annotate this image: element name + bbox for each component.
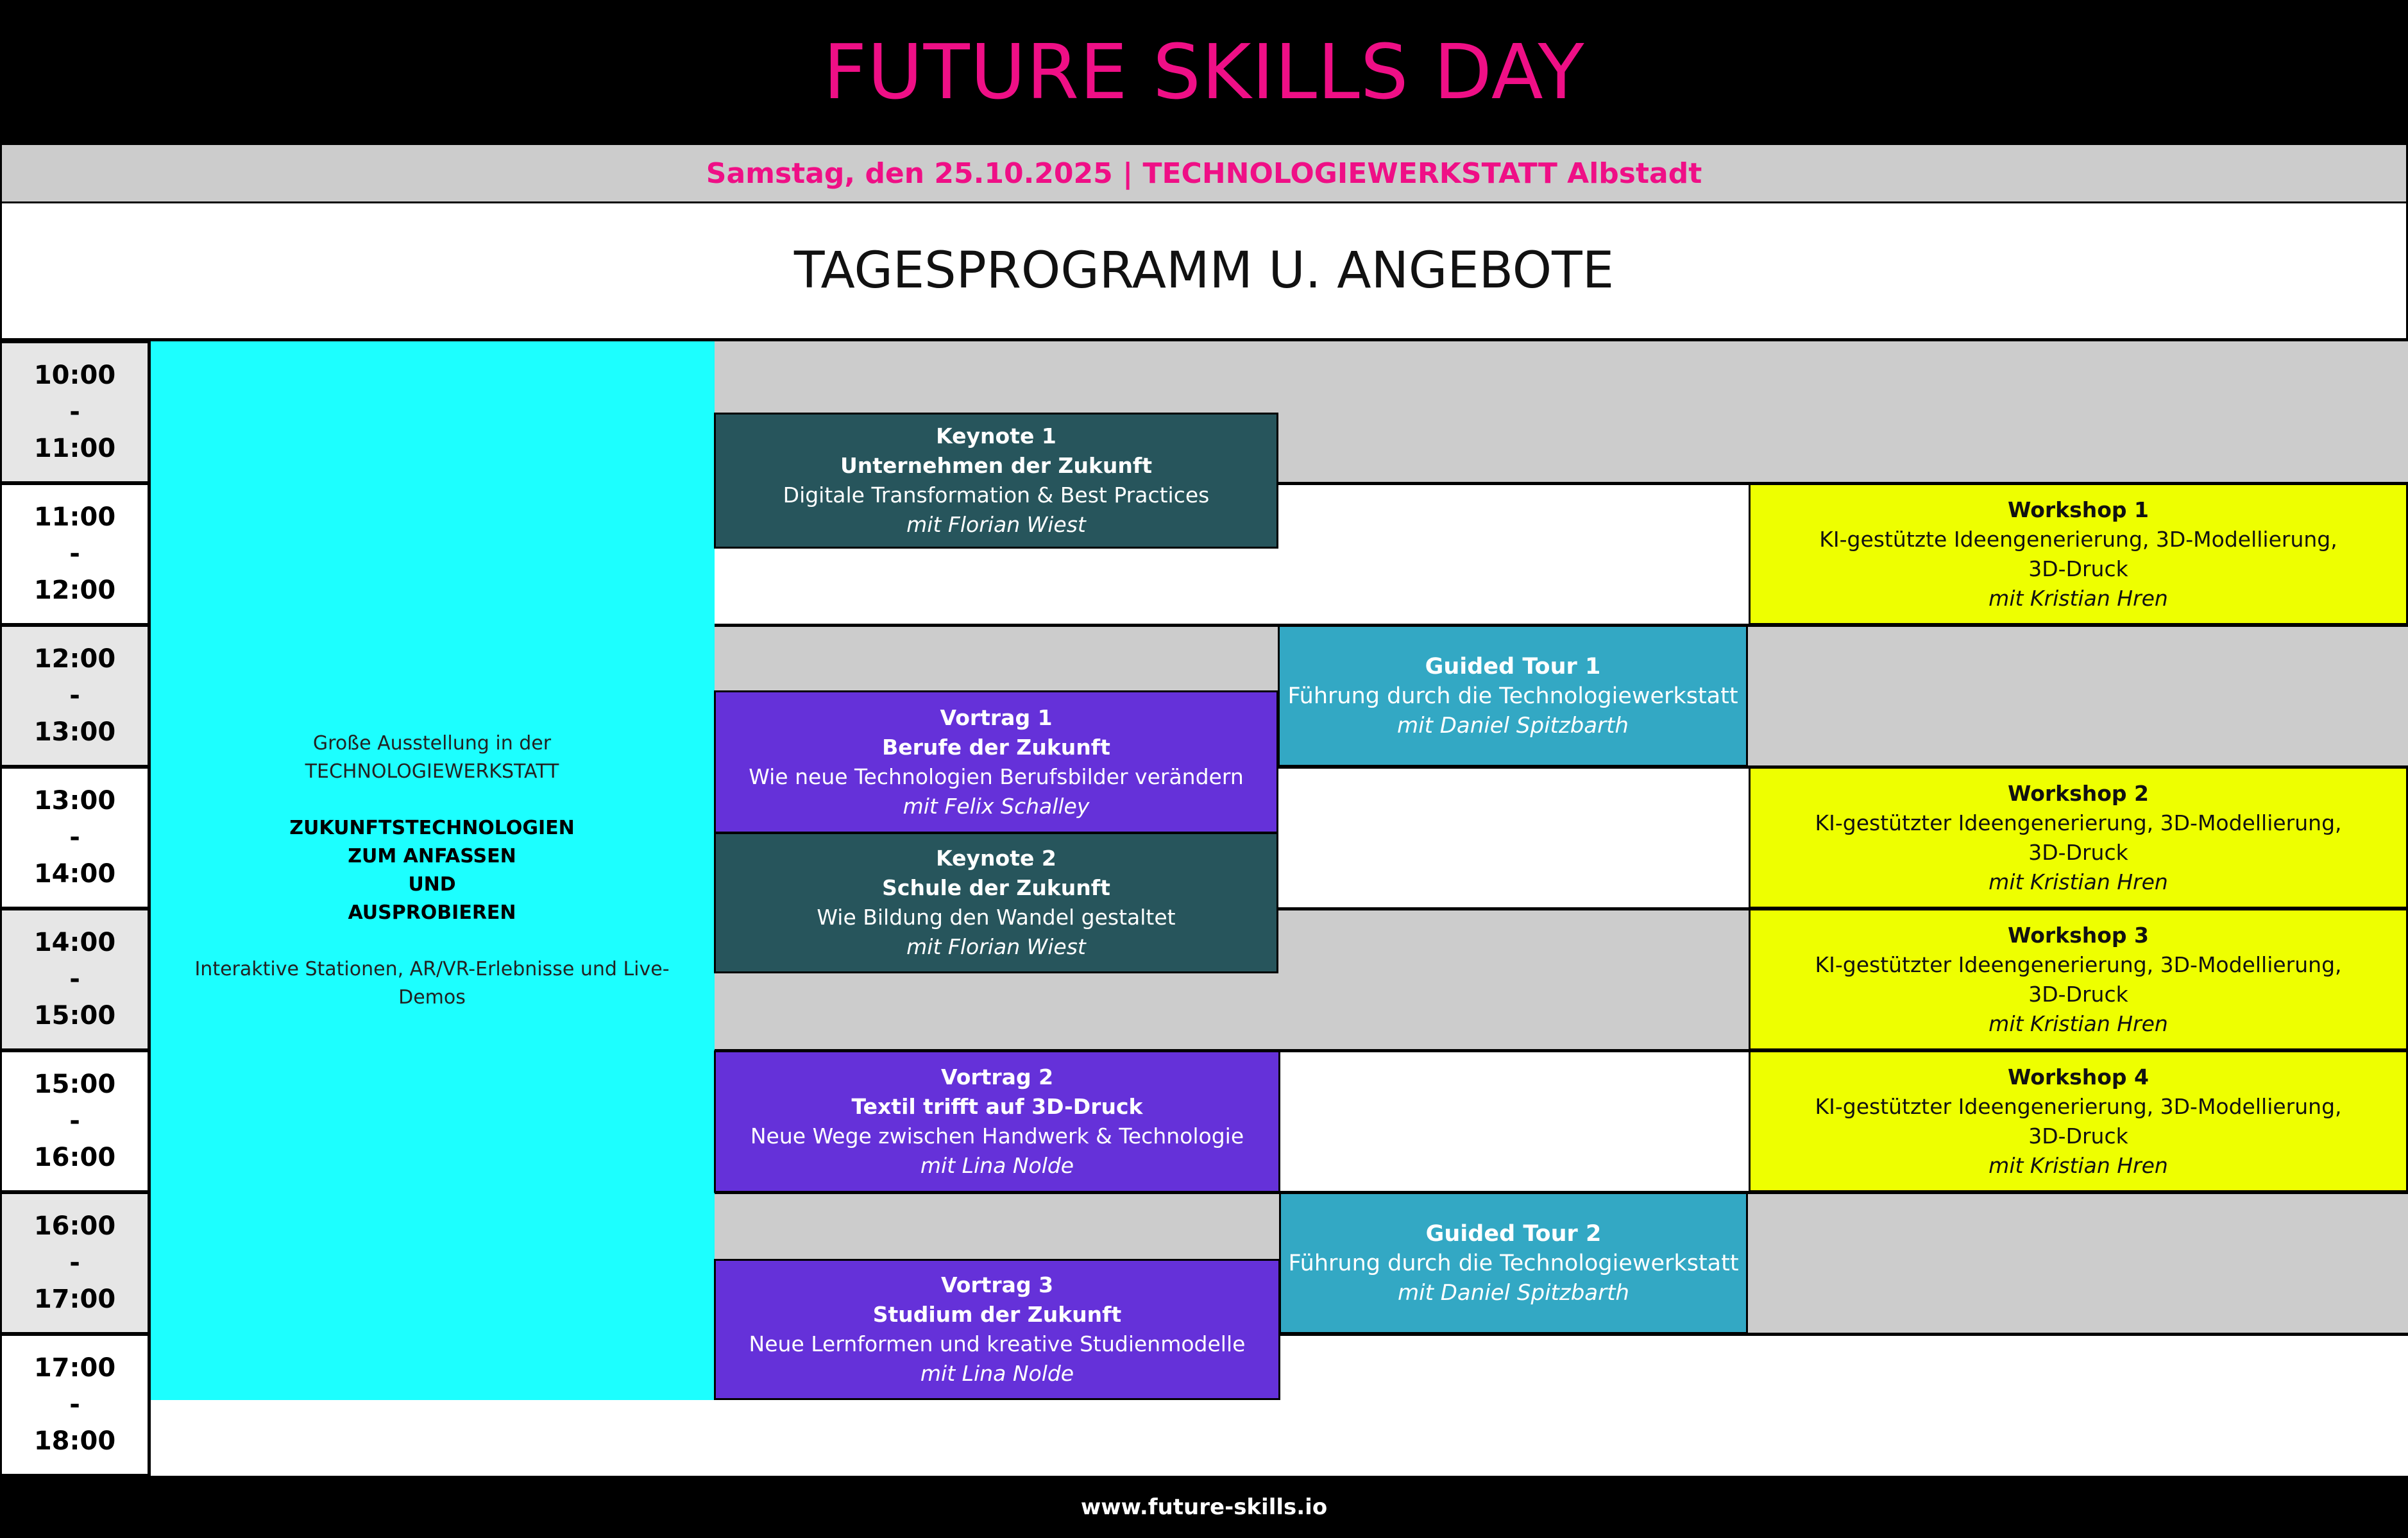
time-from: 15:00 bbox=[33, 1070, 116, 1099]
time-separator: - bbox=[69, 964, 80, 994]
time-separator: - bbox=[69, 1390, 80, 1419]
event-guided-tour-2[interactable] bbox=[1279, 1192, 1748, 1334]
time-separator: - bbox=[69, 397, 80, 427]
event-keynote-1[interactable] bbox=[714, 413, 1278, 549]
time-separator: - bbox=[69, 1248, 80, 1277]
time-to: 16:00 bbox=[33, 1143, 116, 1172]
event-title: Keynote 1 bbox=[936, 423, 1056, 449]
time-to: 12:00 bbox=[33, 576, 116, 605]
time-slot bbox=[0, 767, 149, 909]
event-speaker: mit Kristian Hren bbox=[1988, 869, 2168, 894]
event-speaker: mit Kristian Hren bbox=[1988, 1011, 2168, 1036]
event-title: Vortrag 1 bbox=[940, 705, 1053, 730]
event-workshop-1[interactable] bbox=[1749, 483, 2408, 625]
event-subtitle: Textil trifft auf 3D-Druck bbox=[851, 1094, 1143, 1119]
event-speaker: mit Florian Wiest bbox=[906, 512, 1086, 537]
event-vortrag-3[interactable] bbox=[714, 1259, 1280, 1400]
time-from: 16:00 bbox=[33, 1211, 116, 1241]
event-description: KI-gestützter Ideengenerierung, 3D-Modellierung, bbox=[1815, 810, 2342, 835]
event-subtitle: Unternehmen der Zukunft bbox=[840, 453, 1153, 478]
time-separator: - bbox=[69, 539, 80, 568]
event-speaker: mit Kristian Hren bbox=[1988, 585, 2168, 611]
date-location-text: Samstag, den 25.10.2025 | TECHNOLOGIEWERKSTATT Albstadt bbox=[706, 157, 1702, 190]
event-title: Workshop 2 bbox=[2008, 780, 2149, 806]
event-speaker: mit Kristian Hren bbox=[1988, 1152, 2168, 1178]
column-divider bbox=[148, 341, 151, 1476]
footer-link[interactable]: www.future-skills.io bbox=[1080, 1494, 1328, 1520]
event-title: Keynote 2 bbox=[936, 846, 1056, 871]
time-from: 14:00 bbox=[33, 928, 116, 957]
event-description: Wie Bildung den Wandel gestaltet bbox=[817, 905, 1176, 930]
time-slot bbox=[0, 625, 149, 767]
event-title: Guided Tour 2 bbox=[1425, 1220, 1602, 1247]
time-slot bbox=[0, 1192, 149, 1334]
event-speaker: mit Lina Nolde bbox=[920, 1153, 1074, 1178]
time-slot bbox=[0, 483, 149, 625]
footer-bar bbox=[0, 1476, 2408, 1538]
time-to: 14:00 bbox=[33, 859, 116, 889]
time-separator: - bbox=[69, 1106, 80, 1136]
event-description: 3D-Druck bbox=[2028, 981, 2128, 1007]
exhibition-description: Interaktive Stationen, AR/VR-Erlebnisse und Live-Demos bbox=[194, 958, 670, 1009]
time-to: 15:00 bbox=[33, 1001, 116, 1030]
event-subtitle: Schule der Zukunft bbox=[882, 875, 1110, 900]
event-speaker: mit Lina Nolde bbox=[920, 1361, 1074, 1386]
exhibition-headline-line: UND bbox=[408, 873, 456, 896]
event-description: KI-gestützter Ideengenerierung, 3D-Modellierung, bbox=[1815, 952, 2342, 977]
time-from: 11:00 bbox=[33, 502, 116, 532]
event-title: Workshop 4 bbox=[2008, 1064, 2149, 1089]
event-subtitle: Studium der Zukunft bbox=[872, 1302, 1122, 1327]
event-description: Wie neue Technologien Berufsbilder verändern bbox=[749, 764, 1244, 789]
event-workshop-4[interactable] bbox=[1749, 1050, 2408, 1192]
time-to: 13:00 bbox=[33, 717, 116, 747]
event-title: Workshop 1 bbox=[2008, 497, 2149, 522]
event-description: KI-gestützte Ideengenerierung, 3D-Modellierung, bbox=[1819, 526, 2337, 552]
time-from: 10:00 bbox=[33, 361, 116, 390]
event-vortrag-1[interactable] bbox=[714, 690, 1278, 833]
event-guided-tour-1[interactable] bbox=[1278, 625, 1748, 767]
event-workshop-3[interactable] bbox=[1749, 909, 2408, 1050]
event-description: Neue Lernformen und kreative Studienmodelle bbox=[749, 1331, 1246, 1356]
event-speaker: mit Daniel Spitzbarth bbox=[1398, 1279, 1629, 1306]
time-slot bbox=[0, 341, 149, 483]
page-title: FUTURE SKILLS DAY bbox=[823, 27, 1585, 116]
program-heading-bar bbox=[0, 203, 2408, 341]
time-to: 11:00 bbox=[33, 434, 116, 463]
time-slot bbox=[0, 909, 149, 1050]
event-speaker: mit Felix Schalley bbox=[903, 793, 1090, 819]
event-subtitle: Berufe der Zukunft bbox=[882, 734, 1110, 760]
event-description: Führung durch die Technologiewerkstatt bbox=[1287, 683, 1738, 709]
exhibition-headline-line: ZUKUNFTSTECHNOLOGIEN bbox=[289, 817, 575, 839]
event-title: Vortrag 3 bbox=[940, 1272, 1054, 1297]
event-workshop-2[interactable] bbox=[1749, 767, 2408, 909]
event-keynote-2[interactable] bbox=[714, 832, 1278, 973]
event-vortrag-2[interactable] bbox=[714, 1050, 1280, 1193]
program-heading: TAGESPROGRAMM U. ANGEBOTE bbox=[793, 242, 1615, 300]
time-to: 18:00 bbox=[33, 1426, 116, 1456]
time-slot bbox=[0, 1050, 149, 1192]
time-from: 12:00 bbox=[33, 644, 116, 674]
header-bar bbox=[0, 0, 2408, 143]
event-title: Guided Tour 1 bbox=[1425, 653, 1601, 679]
event-speaker: mit Florian Wiest bbox=[906, 934, 1086, 959]
event-description: 3D-Druck bbox=[2028, 556, 2128, 581]
event-title: Vortrag 2 bbox=[940, 1064, 1054, 1089]
exhibition-block bbox=[149, 341, 715, 1400]
event-description: 3D-Druck bbox=[2028, 1123, 2128, 1149]
time-to: 17:00 bbox=[33, 1285, 116, 1314]
event-description: Neue Wege zwischen Handwerk & Technologie bbox=[750, 1124, 1244, 1149]
time-separator: - bbox=[69, 681, 80, 710]
event-description: Führung durch die Technologiewerkstatt bbox=[1288, 1250, 1739, 1276]
exhibition-headline-line: ZUM ANFASSEN bbox=[348, 845, 516, 867]
time-from: 17:00 bbox=[33, 1353, 116, 1383]
event-description: KI-gestützter Ideengenerierung, 3D-Modellierung, bbox=[1815, 1093, 2342, 1119]
event-description: Digitale Transformation & Best Practices bbox=[783, 483, 1210, 508]
time-slot bbox=[0, 1334, 149, 1476]
event-speaker: mit Daniel Spitzbarth bbox=[1397, 712, 1629, 739]
event-title: Workshop 3 bbox=[2008, 922, 2149, 948]
time-from: 13:00 bbox=[33, 786, 116, 816]
event-description: 3D-Druck bbox=[2028, 839, 2128, 865]
time-separator: - bbox=[69, 823, 80, 852]
date-location-bar bbox=[0, 143, 2408, 203]
exhibition-headline-line: AUSPROBIEREN bbox=[348, 901, 516, 924]
exhibition-intro: Große Ausstellung in der TECHNOLOGIEWERKSTATT bbox=[305, 732, 559, 783]
